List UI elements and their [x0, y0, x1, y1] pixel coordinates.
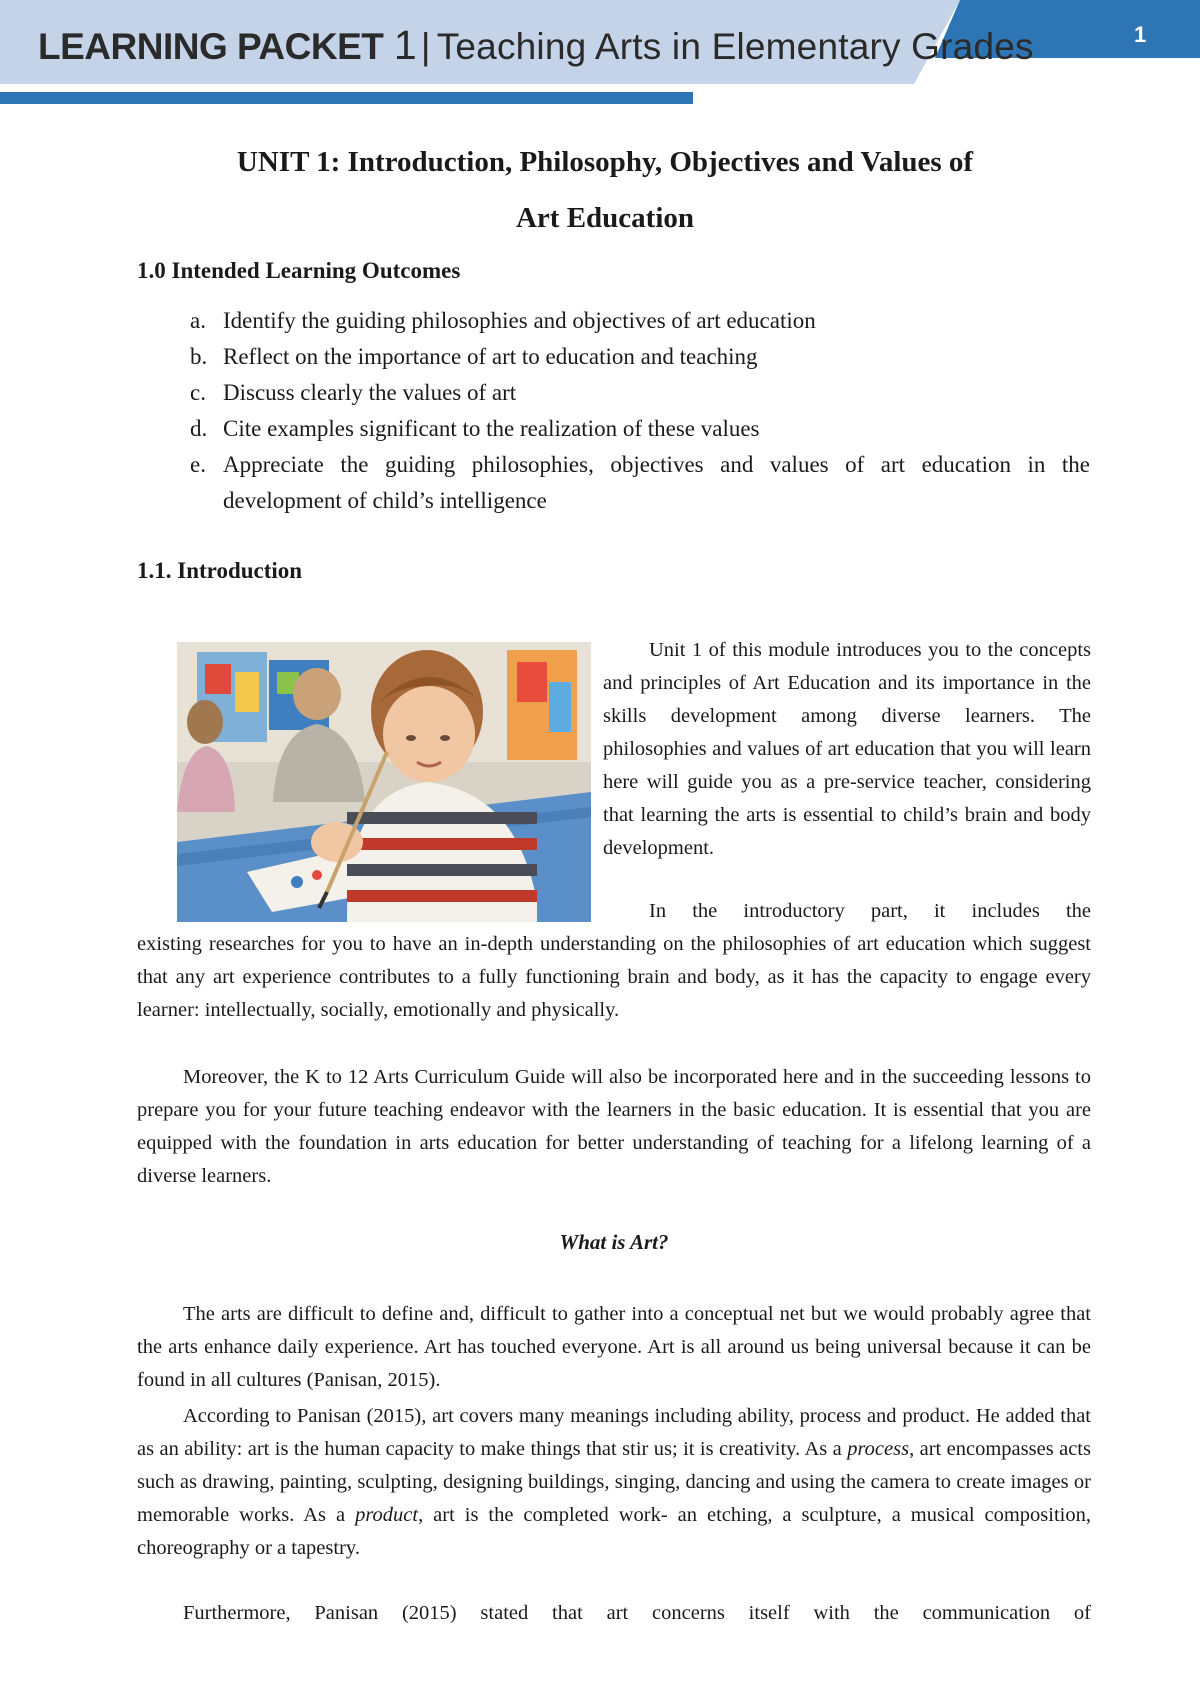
intro-paragraph-2-text: existing researches for you to have an in-depth understanding on the philosophies of art education which suggest that any art experience contributes to a fully functioning brain and body, as it has the capacity to engage every learner: intellectually, socially, emotionally and physically.	[137, 933, 1091, 1021]
intro-paragraph-1	[603, 634, 1091, 865]
outcome-letter: c.	[190, 380, 206, 405]
packet-label: LEARNING PACKET	[38, 26, 384, 67]
art-paragraph-3	[137, 1597, 1091, 1630]
outcome-text: Identify the guiding philosophies and objectives of art education	[223, 308, 816, 333]
outcome-text: Cite examples significant to the realization of these values	[223, 416, 760, 441]
packet-number: 1	[393, 22, 417, 68]
intro-paragraph-2-first-line	[603, 895, 1091, 928]
intro-paragraph-3-text: Moreover, the K to 12 Arts Curriculum Guide will also be incorporated here and in the succeeding lessons to prepare you for your future teaching endeavor with the learners in the basic education. It is essential that you are equipped with the foundation in arts education for better understanding of teaching for a lifelong learning of a diverse learners.	[137, 1066, 1091, 1187]
art-term-product: product	[355, 1504, 419, 1526]
header-separator: |	[420, 26, 431, 67]
art-paragraph-2-text-b: , art encompasses acts such as drawing, painting, sculpting, designing buildings, singing, dancing and using the camera to create images or memorable works. As a	[137, 1438, 1091, 1526]
header-title	[38, 22, 1034, 69]
art-paragraph-2-text-c: , art is the completed work- an etching, a sculpture, a musical composition, choreography or a tapestry.	[137, 1504, 1091, 1559]
outcome-item	[190, 375, 1090, 411]
outcomes-heading: 1.0 Intended Learning Outcomes	[137, 258, 461, 283]
intro-paragraph-2-first-text: In the introductory part, it includes the	[649, 900, 1091, 922]
outcome-item	[190, 303, 1090, 339]
outcomes-list	[190, 303, 1090, 519]
outcome-letter: a.	[190, 308, 206, 333]
outcome-letter: b.	[190, 344, 208, 369]
intro-paragraph-2	[137, 928, 1091, 1027]
outcome-text: Appreciate the guiding philosophies, objectives and values of art education in the development of child’s intelligence	[223, 452, 1090, 513]
art-paragraph-3-text: Furthermore, Panisan (2015) stated that art concerns itself with the communication of	[183, 1602, 1091, 1624]
unit-title-line-1: UNIT 1: Introduction, Philosophy, Objectives and Values of	[236, 146, 974, 178]
outcome-letter: d.	[190, 416, 208, 441]
outcome-text: Reflect on the importance of art to education and teaching	[223, 344, 758, 369]
course-title: Teaching Arts in Elementary Grades	[436, 26, 1034, 67]
unit-title-line-2: Art Education	[515, 202, 695, 234]
page-header	[0, 0, 1200, 110]
unit-title	[150, 134, 1060, 246]
child-painting-illustration	[177, 642, 591, 922]
outcome-text: Discuss clearly the values of art	[223, 380, 517, 405]
page-number: 1	[1134, 22, 1147, 47]
outcome-item	[190, 447, 1090, 519]
outcome-item	[190, 411, 1090, 447]
art-paragraph-1	[137, 1298, 1091, 1397]
intro-paragraph-1-text: Unit 1 of this module introduces you to the concepts and principles of Art Education and its importance in the skills development among diverse learners. The philosophies and values of art education that you will learn here will guide you as a pre-service teacher, considering that learning the arts is essential to child’s brain and body development.	[603, 639, 1091, 859]
what-is-art-heading: What is Art?	[559, 1230, 669, 1254]
art-term-process: process	[847, 1438, 910, 1460]
art-paragraph-2	[137, 1400, 1091, 1565]
outcome-item	[190, 339, 1090, 375]
header-underline	[0, 92, 693, 104]
art-paragraph-1-text: The arts are difficult to define and, difficult to gather into a conceptual net but we would probably agree that the arts enhance daily experience. Art has touched everyone. Art is all around us being universal because it can be found in all cultures (Panisan, 2015).	[137, 1303, 1091, 1391]
intro-paragraph-3	[137, 1061, 1091, 1193]
introduction-heading: 1.1. Introduction	[137, 558, 303, 583]
child-painting-photo	[177, 642, 591, 922]
outcome-letter: e.	[190, 452, 206, 477]
art-paragraph-2-text-a: According to Panisan (2015), art covers many meanings including ability, process and product. He added that as an ability: art is the human capacity to make things that stir us; it is creativity. As a	[137, 1405, 1091, 1460]
